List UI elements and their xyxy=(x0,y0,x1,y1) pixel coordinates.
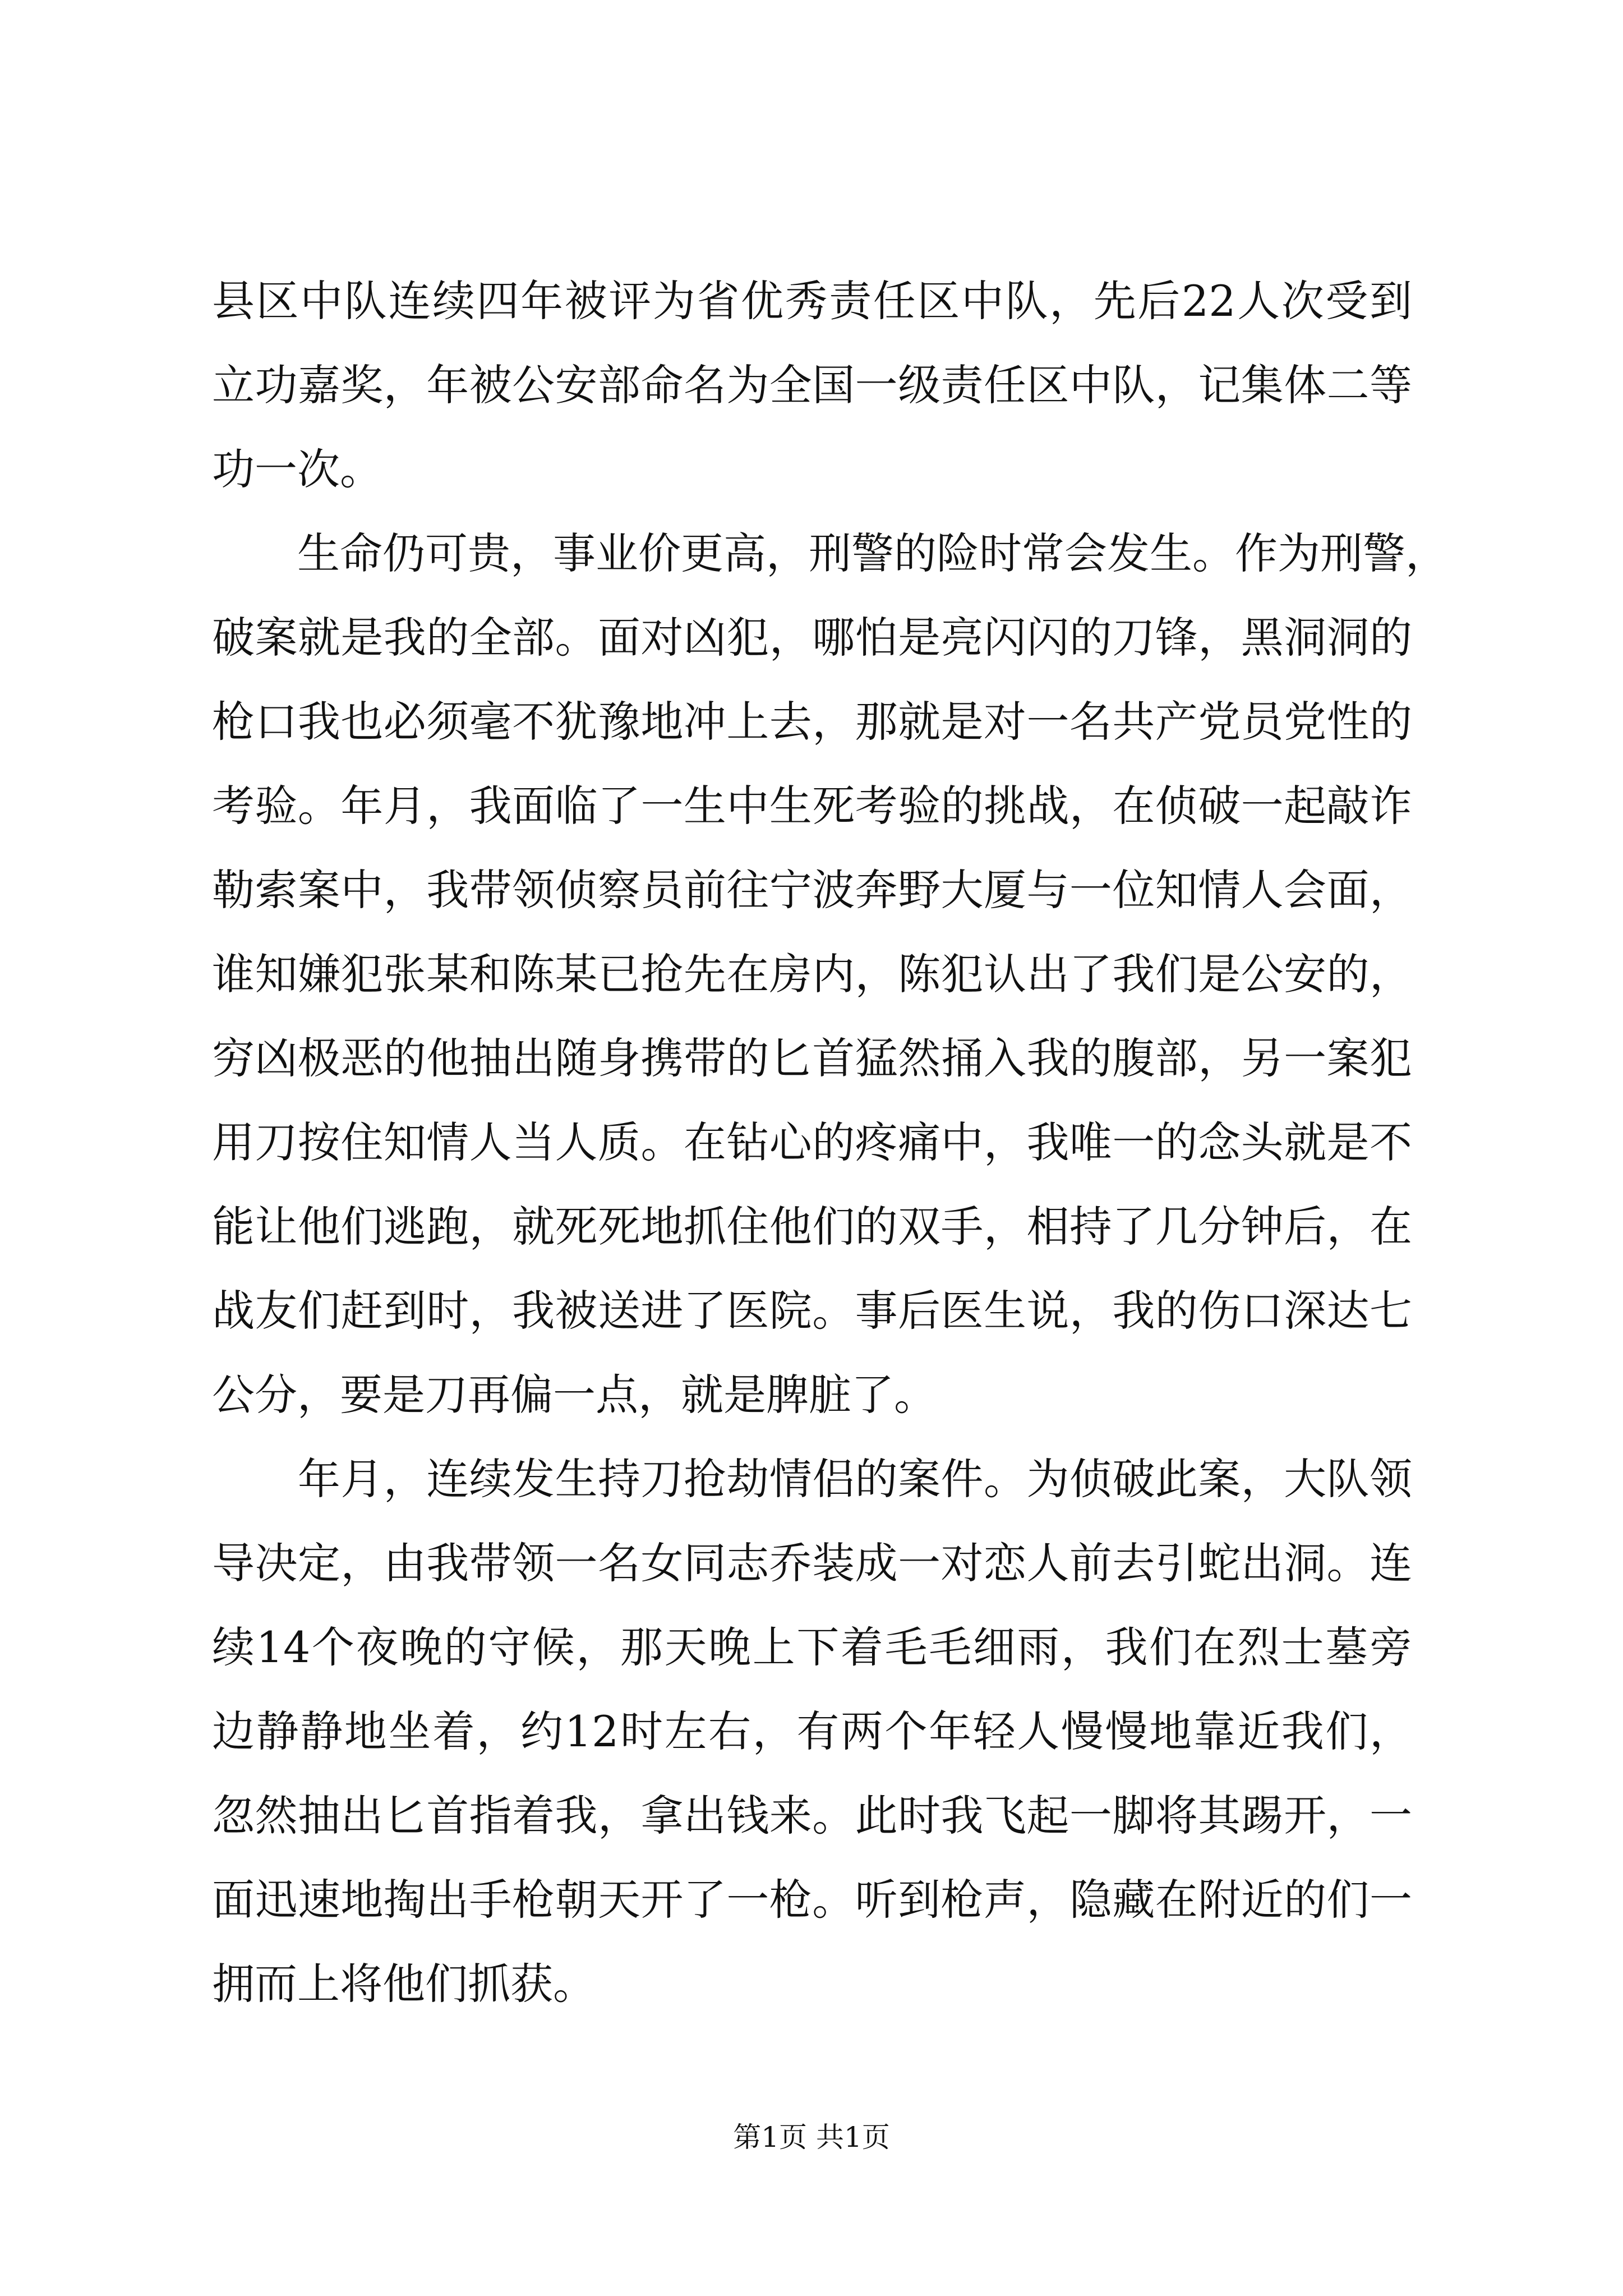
text-line: 战友们赶到时，我被送进了医院。事后医生说，我的伤口深达七 xyxy=(212,1286,1412,1336)
text-line: 勒索案中，我带领侦察员前往宁波奔野大厦与一位知情人会面， xyxy=(212,865,1412,915)
text-line: 谁知嫌犯张某和陈某已抢先在房内，陈犯认出了我们是公安的， xyxy=(212,949,1412,999)
text-line: 穷凶极恶的他抽出随身携带的匕首猛然捅入我的腹部，另一案犯 xyxy=(212,1033,1412,1083)
text-line: 生命仍可贵，事业价更高，刑警的险时常会发生。作为刑警， xyxy=(212,528,1448,578)
text-line: 用刀按住知情人当人质。在钻心的疼痛中，我唯一的念头就是不 xyxy=(212,1117,1412,1167)
text-line: 导决定，由我带领一名女同志乔装成一对恋人前去引蛇出洞。连 xyxy=(212,1538,1412,1588)
text-line: 县区中队连续四年被评为省优秀责任区中队，先后22人次受到 xyxy=(212,276,1412,326)
text-line: 公分，要是刀再偏一点，就是脾脏了。 xyxy=(212,1370,937,1420)
text-line: 能让他们逃跑，就死死地抓住他们的双手，相持了几分钟后，在 xyxy=(212,1202,1412,1251)
text-line: 考验。年月，我面临了一生中生死考验的挑战，在侦破一起敲诈 xyxy=(212,781,1412,831)
text-line: 枪口我也必须毫不犹豫地冲上去，那就是对一名共产党员党性的 xyxy=(212,697,1412,747)
text-line: 边静静地坐着，约12时左右，有两个年轻人慢慢地靠近我们， xyxy=(212,1706,1412,1756)
text-line: 破案就是我的全部。面对凶犯，哪怕是亮闪闪的刀锋，黑洞洞的 xyxy=(212,613,1412,662)
text-line: 功一次。 xyxy=(212,444,382,494)
text-line: 立功嘉奖，年被公安部命名为全国一级责任区中队，记集体二等 xyxy=(212,360,1412,410)
document-body xyxy=(212,259,1448,2026)
text-line: 续14个夜晚的守候，那天晚上下着毛毛细雨，我们在烈士墓旁 xyxy=(212,1622,1412,1672)
text-line: 面迅速地掏出手枪朝天开了一枪。听到枪声，隐藏在附近的们一 xyxy=(212,1875,1412,1925)
page-number-footer: 第1页 共1页 xyxy=(733,2121,890,2154)
text-line: 忽然抽出匕首指着我，拿出钱来。此时我飞起一脚将其踢开，一 xyxy=(212,1791,1412,1841)
text-line: 拥而上将他们抓获。 xyxy=(212,1959,596,2009)
text-line: 年月，连续发生持刀抢劫情侣的案件。为侦破此案，大队领 xyxy=(212,1454,1412,1504)
